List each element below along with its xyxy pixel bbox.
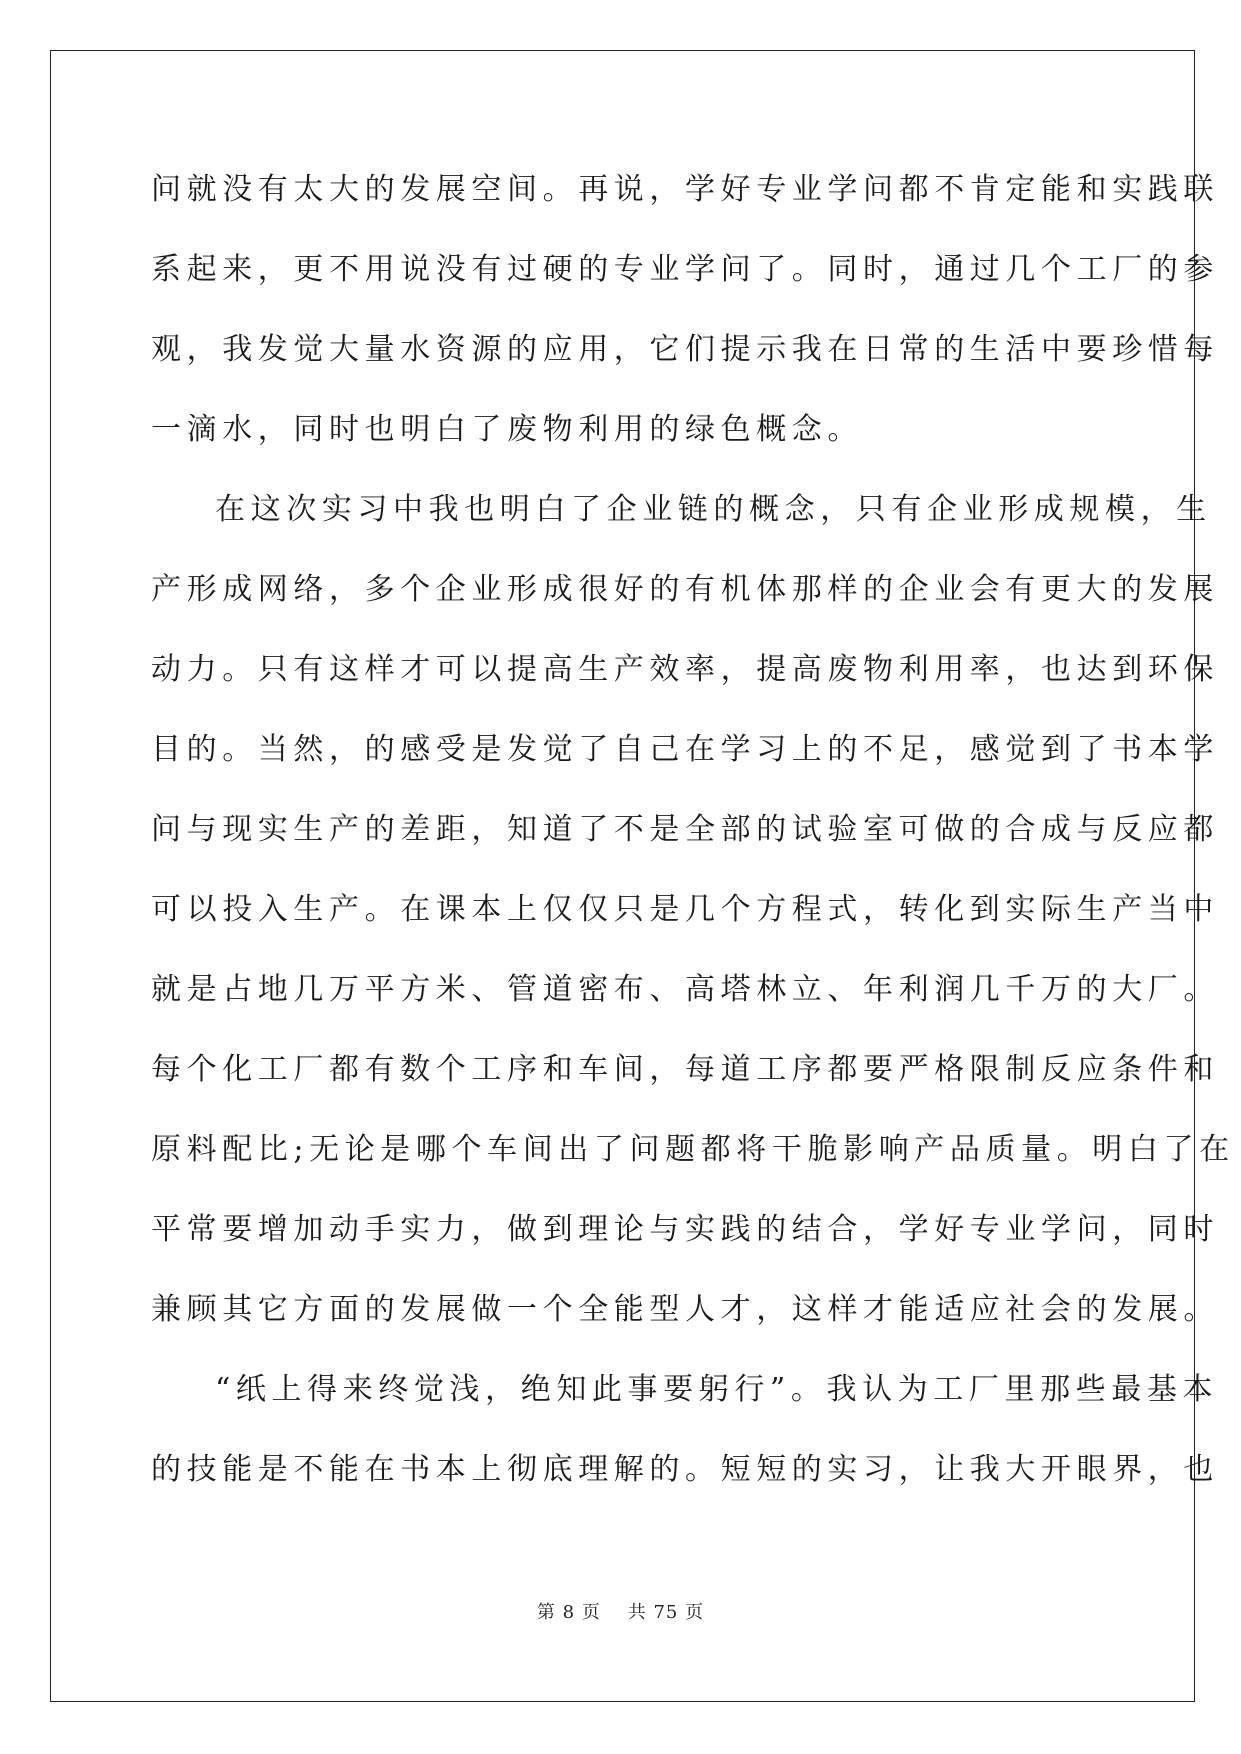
- text-line: 产形成网络，多个企业形成很好的有机体那样的企业会有更大的发展: [151, 572, 1219, 607]
- text-line: 目的。当然，的感受是发觉了自己在学习上的不足，感觉到了书本学: [151, 732, 1219, 767]
- text-line: 兼顾其它方面的发展做一个全能型人才，这样才能适应社会的发展。: [151, 1292, 1219, 1327]
- total-pages: 共 75 页: [627, 1602, 705, 1623]
- paragraph-start-line: 在这次实习中我也明白了企业链的概念，只有企业形成规模，生: [215, 492, 1212, 527]
- paragraph-start-line: “纸上得来终觉浅，绝知此事要躬行”。我认为工厂里那些最基本: [215, 1372, 1219, 1407]
- page-number: 第 8 页: [536, 1602, 601, 1623]
- text-line: 可以投入生产。在课本上仅仅只是几个方程式，转化到实际生产当中: [151, 892, 1219, 927]
- text-line: 原料配比;无论是哪个车间出了问题都将干脆影响产品质量。明白了在: [151, 1132, 1235, 1167]
- text-line: 系起来，更不用说没有过硬的专业学问了。同时，通过几个工厂的参: [151, 252, 1219, 287]
- text-line: 问就没有太大的发展空间。再说，学好专业学问都不肯定能和实践联: [151, 172, 1219, 207]
- page-footer: [0, 1598, 1241, 1624]
- text-line: 的技能是不能在书本上彻底理解的。短短的实习，让我大开眼界，也: [151, 1452, 1219, 1487]
- text-line: 一滴水，同时也明白了废物利用的绿色概念。: [151, 412, 863, 447]
- document-body: [151, 160, 1235, 1520]
- text-line: 观，我发觉大量水资源的应用，它们提示我在日常的生活中要珍惜每: [151, 332, 1219, 367]
- text-line: 问与现实生产的差距，知道了不是全部的试验室可做的合成与反应都: [151, 812, 1219, 847]
- text-line: 平常要增加动手实力，做到理论与实践的结合，学好专业学问，同时: [151, 1212, 1219, 1247]
- text-line: 动力。只有这样才可以提高生产效率，提高废物利用率，也达到环保: [151, 652, 1219, 687]
- text-line: 就是占地几万平方米、管道密布、高塔林立、年利润几千万的大厂。: [151, 972, 1219, 1007]
- text-line: 每个化工厂都有数个工序和车间，每道工序都要严格限制反应条件和: [151, 1052, 1219, 1087]
